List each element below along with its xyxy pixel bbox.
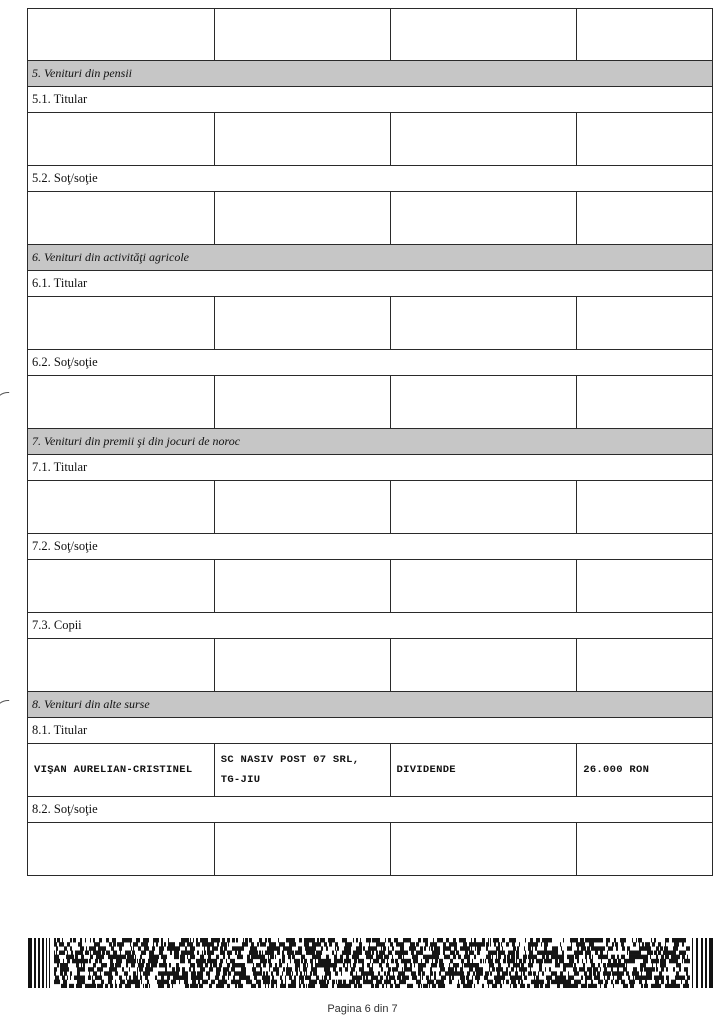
cell-amount [577,823,712,875]
cell-source [215,481,391,533]
table-row [27,192,713,245]
cell-source [215,560,391,612]
cell-beneficiary [28,376,215,428]
subsection-label: 8.1. Titular [27,718,713,744]
cell-income-type [391,481,578,533]
cell-source [215,113,391,165]
cell-beneficiary [28,481,215,533]
subsection-label: 6.2. Soţ/soţie [27,350,713,376]
punch-hole-mark [0,386,28,425]
cell-amount [577,560,712,612]
cell-beneficiary [28,113,215,165]
subsection-label: 5.1. Titular [27,87,713,113]
page-number: Pagina 6 din 7 [327,1003,398,1015]
punch-hole-mark [0,694,28,733]
cell-income-type [391,9,578,60]
cell-income-type [391,297,578,349]
section-heading: 7. Venituri din premii şi din jocuri de noroc [27,429,713,455]
subsection-label: 7.3. Copii [27,613,713,639]
cell-income-type [391,823,578,875]
income-declaration-table [27,8,713,876]
cell-income-type [391,376,578,428]
cell-amount [577,376,712,428]
cell-beneficiary [28,639,215,691]
cell-source [215,823,391,875]
cell-amount [577,481,712,533]
cell-amount [577,113,712,165]
cell-beneficiary [28,560,215,612]
section-heading: 5. Venituri din pensii [27,61,713,87]
cell-income-type [391,560,578,612]
table-row [27,113,713,166]
cell-amount [577,297,712,349]
subsection-label: 5.2. Soţ/soţie [27,166,713,192]
cell-beneficiary [28,192,215,244]
cell-beneficiary [28,823,215,875]
table-row [27,823,713,876]
table-row [27,297,713,350]
cell-income-type [391,113,578,165]
subsection-label: 7.2. Soţ/soţie [27,534,713,560]
cell-source [215,297,391,349]
table-row [27,639,713,692]
section-heading: 6. Venituri din activităţi agricole [27,245,713,271]
cell-source [215,9,391,60]
cell-beneficiary [28,9,215,60]
table-row [27,560,713,613]
table-row [27,744,713,797]
cell-source [215,376,391,428]
cell-amount [577,192,712,244]
pdf417-barcode [28,938,714,988]
cell-amount [577,639,712,691]
cell-beneficiary: VIŞAN AURELIAN-CRISTINEL [28,744,215,796]
cell-beneficiary [28,297,215,349]
cell-source [215,639,391,691]
table-row [27,376,713,429]
cell-income-type [391,192,578,244]
cell-income-type: DIVIDENDE [391,744,578,796]
cell-income-type [391,639,578,691]
section-heading: 8. Venituri din alte surse [27,692,713,718]
table-row [27,8,713,61]
subsection-label: 8.2. Soţ/soţie [27,797,713,823]
cell-amount [577,9,712,60]
cell-source [215,192,391,244]
table-row [27,481,713,534]
subsection-label: 6.1. Titular [27,271,713,297]
subsection-label: 7.1. Titular [27,455,713,481]
cell-amount: 26.000 RON [583,764,650,776]
cell-source: SC NASIV POST 07 SRL, TG-JIU [215,744,391,796]
